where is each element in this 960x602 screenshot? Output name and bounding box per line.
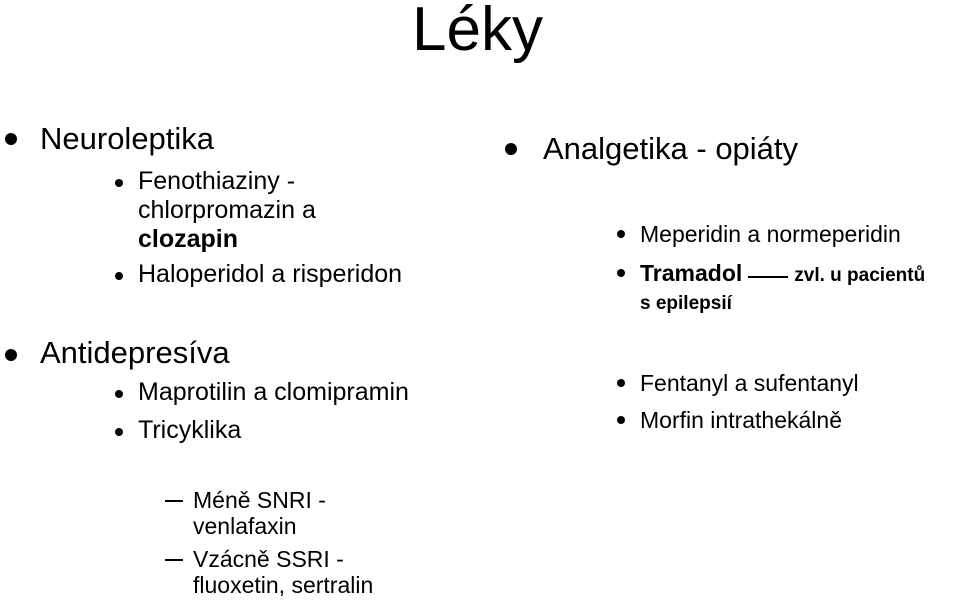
bullet	[5, 349, 17, 361]
dash	[165, 559, 183, 561]
bullet	[617, 269, 625, 277]
heading-neuroleptika: Neuroleptika	[40, 121, 215, 156]
item-tramadol-bold: Tramadol	[640, 260, 743, 286]
item-morfin: Morfin intrathekálně	[640, 407, 842, 433]
bullet	[5, 133, 17, 145]
item-fenothiaziny-line2: chlorpromazin a	[138, 196, 316, 224]
bullet	[505, 143, 517, 155]
bullet	[617, 379, 625, 387]
dash	[165, 500, 183, 502]
item-fenothiaziny-line1: Fenothiaziny -	[138, 167, 296, 195]
item-haloperidol: Haloperidol a risperidon	[138, 260, 403, 288]
item-tramadol	[640, 259, 925, 288]
item-maprotilin: Maprotilin a clomipramin	[138, 378, 409, 406]
sub-ssri-line1: Vzácně SSRI -	[193, 546, 344, 572]
sub-snri-line1: Méně SNRI -	[193, 487, 326, 513]
bullet	[115, 390, 123, 398]
sub-ssri-line2: fluoxetin, sertralin	[193, 572, 374, 598]
bullet	[115, 179, 123, 187]
item-tricyklika: Tricyklika	[138, 416, 242, 444]
bullet	[617, 230, 625, 238]
sub-snri-line2: venlafaxin	[193, 513, 297, 539]
item-tramadol-rest: zvl. u pacientů	[794, 265, 926, 286]
heading-antidepresiva: Antidepresíva	[40, 335, 230, 370]
bullet	[115, 272, 123, 280]
heading-analgetika: Analgetika - opiáty	[543, 131, 799, 166]
bullet	[115, 428, 123, 436]
bullet	[617, 416, 625, 424]
item-fentanyl: Fentanyl a sufentanyl	[640, 370, 859, 396]
item-fenothiaziny-line3: clozapin	[138, 225, 239, 253]
item-tramadol-line2: s epilepsií	[640, 293, 732, 314]
inline-dash	[748, 276, 788, 278]
item-meperidin: Meperidin a normeperidin	[640, 221, 901, 247]
page-title: Léky	[412, 0, 543, 64]
